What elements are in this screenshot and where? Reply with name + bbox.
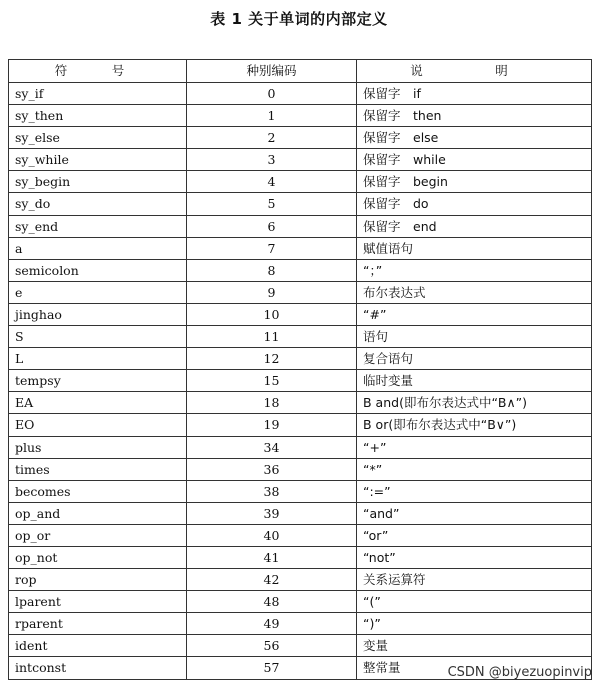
cell-symbol: sy_begin: [9, 171, 187, 193]
cell-symbol: tempsy: [9, 370, 187, 392]
table-row: [9, 591, 592, 613]
cell-code: 56: [187, 635, 357, 657]
cell-symbol: op_and: [9, 502, 187, 524]
cell-code: 41: [187, 546, 357, 568]
cell-description: 整常量: [357, 657, 592, 679]
cell-description: 保留字 if: [357, 83, 592, 105]
cell-code: 8: [187, 259, 357, 281]
cell-code: 3: [187, 149, 357, 171]
cell-description: 复合语句: [357, 348, 592, 370]
cell-description: “；”: [357, 259, 592, 281]
cell-symbol: L: [9, 348, 187, 370]
table-row: [9, 326, 592, 348]
cell-description: “not”: [357, 546, 592, 568]
cell-symbol: sy_if: [9, 83, 187, 105]
table-row: [9, 569, 592, 591]
table-row: [9, 458, 592, 480]
table-row: [9, 524, 592, 546]
cell-description: 布尔表达式: [357, 281, 592, 303]
table-row: [9, 127, 592, 149]
table-row: [9, 149, 592, 171]
table-row: [9, 480, 592, 502]
cell-code: 10: [187, 303, 357, 325]
cell-code: 36: [187, 458, 357, 480]
cell-description: 保留字 do: [357, 193, 592, 215]
cell-symbol: sy_while: [9, 149, 187, 171]
cell-description: 保留字 else: [357, 127, 592, 149]
cell-code: 15: [187, 370, 357, 392]
table-row: [9, 237, 592, 259]
cell-code: 48: [187, 591, 357, 613]
cell-symbol: ident: [9, 635, 187, 657]
cell-description: 保留字 begin: [357, 171, 592, 193]
cell-description: “:=”: [357, 480, 592, 502]
cell-code: 4: [187, 171, 357, 193]
cell-description: “*”: [357, 458, 592, 480]
cell-symbol: plus: [9, 436, 187, 458]
table-title: 表 1 关于单词的内部定义: [210, 10, 388, 28]
cell-symbol: times: [9, 458, 187, 480]
table-row: [9, 303, 592, 325]
cell-code: 34: [187, 436, 357, 458]
cell-description: 变量: [357, 635, 592, 657]
cell-code: 18: [187, 392, 357, 414]
table-row: [9, 436, 592, 458]
cell-code: 38: [187, 480, 357, 502]
table-row: [9, 635, 592, 657]
cell-description: “+”: [357, 436, 592, 458]
cell-symbol: op_or: [9, 524, 187, 546]
table-row: [9, 83, 592, 105]
table-row: [9, 215, 592, 237]
cell-description: “or”: [357, 524, 592, 546]
table-row: [9, 105, 592, 127]
cell-code: 39: [187, 502, 357, 524]
cell-description: 保留字 while: [357, 149, 592, 171]
table-row: [9, 370, 592, 392]
cell-code: 12: [187, 348, 357, 370]
cell-symbol: sy_then: [9, 105, 187, 127]
table-row: [9, 171, 592, 193]
cell-description: “(”: [357, 591, 592, 613]
table-row: [9, 502, 592, 524]
cell-code: 7: [187, 237, 357, 259]
header-description: 说 明: [357, 60, 592, 83]
cell-description: “#”: [357, 303, 592, 325]
table-body: [9, 83, 592, 680]
cell-code: 19: [187, 414, 357, 436]
cell-symbol: lparent: [9, 591, 187, 613]
header-symbol: 符 号: [9, 60, 187, 83]
cell-code: 49: [187, 613, 357, 635]
cell-symbol: rop: [9, 569, 187, 591]
cell-code: 6: [187, 215, 357, 237]
cell-code: 40: [187, 524, 357, 546]
table-header-row: [9, 60, 592, 83]
cell-symbol: EA: [9, 392, 187, 414]
header-code: 种别编码: [187, 60, 357, 83]
cell-description: 保留字 end: [357, 215, 592, 237]
cell-description: “and”: [357, 502, 592, 524]
table-row: [9, 281, 592, 303]
cell-symbol: rparent: [9, 613, 187, 635]
cell-code: 9: [187, 281, 357, 303]
watermark-text: CSDN @biyezuopinvip: [447, 665, 592, 680]
cell-code: 57: [187, 657, 357, 679]
cell-symbol: sy_do: [9, 193, 187, 215]
cell-symbol: becomes: [9, 480, 187, 502]
table-row: [9, 193, 592, 215]
word-definition-table: [8, 59, 592, 680]
cell-symbol: sy_end: [9, 215, 187, 237]
cell-code: 2: [187, 127, 357, 149]
cell-description: 语句: [357, 326, 592, 348]
cell-symbol: semicolon: [9, 259, 187, 281]
cell-symbol: a: [9, 237, 187, 259]
cell-code: 5: [187, 193, 357, 215]
cell-code: 1: [187, 105, 357, 127]
cell-code: 0: [187, 83, 357, 105]
cell-symbol: EO: [9, 414, 187, 436]
cell-description: B and(即布尔表达式中“B∧”): [357, 392, 592, 414]
cell-description: “)”: [357, 613, 592, 635]
cell-description: 保留字 then: [357, 105, 592, 127]
table-row: [9, 348, 592, 370]
cell-description: 关系运算符: [357, 569, 592, 591]
table-row: [9, 546, 592, 568]
cell-symbol: op_not: [9, 546, 187, 568]
table-row: [9, 259, 592, 281]
cell-description: 临时变量: [357, 370, 592, 392]
table-row: [9, 414, 592, 436]
cell-symbol: S: [9, 326, 187, 348]
cell-symbol: jinghao: [9, 303, 187, 325]
cell-symbol: intconst: [9, 657, 187, 679]
cell-symbol: e: [9, 281, 187, 303]
cell-code: 42: [187, 569, 357, 591]
cell-description: B or(即布尔表达式中“B∨”): [357, 414, 592, 436]
table-row: [9, 613, 592, 635]
table-row: [9, 392, 592, 414]
cell-code: 11: [187, 326, 357, 348]
cell-symbol: sy_else: [9, 127, 187, 149]
cell-description: 赋值语句: [357, 237, 592, 259]
